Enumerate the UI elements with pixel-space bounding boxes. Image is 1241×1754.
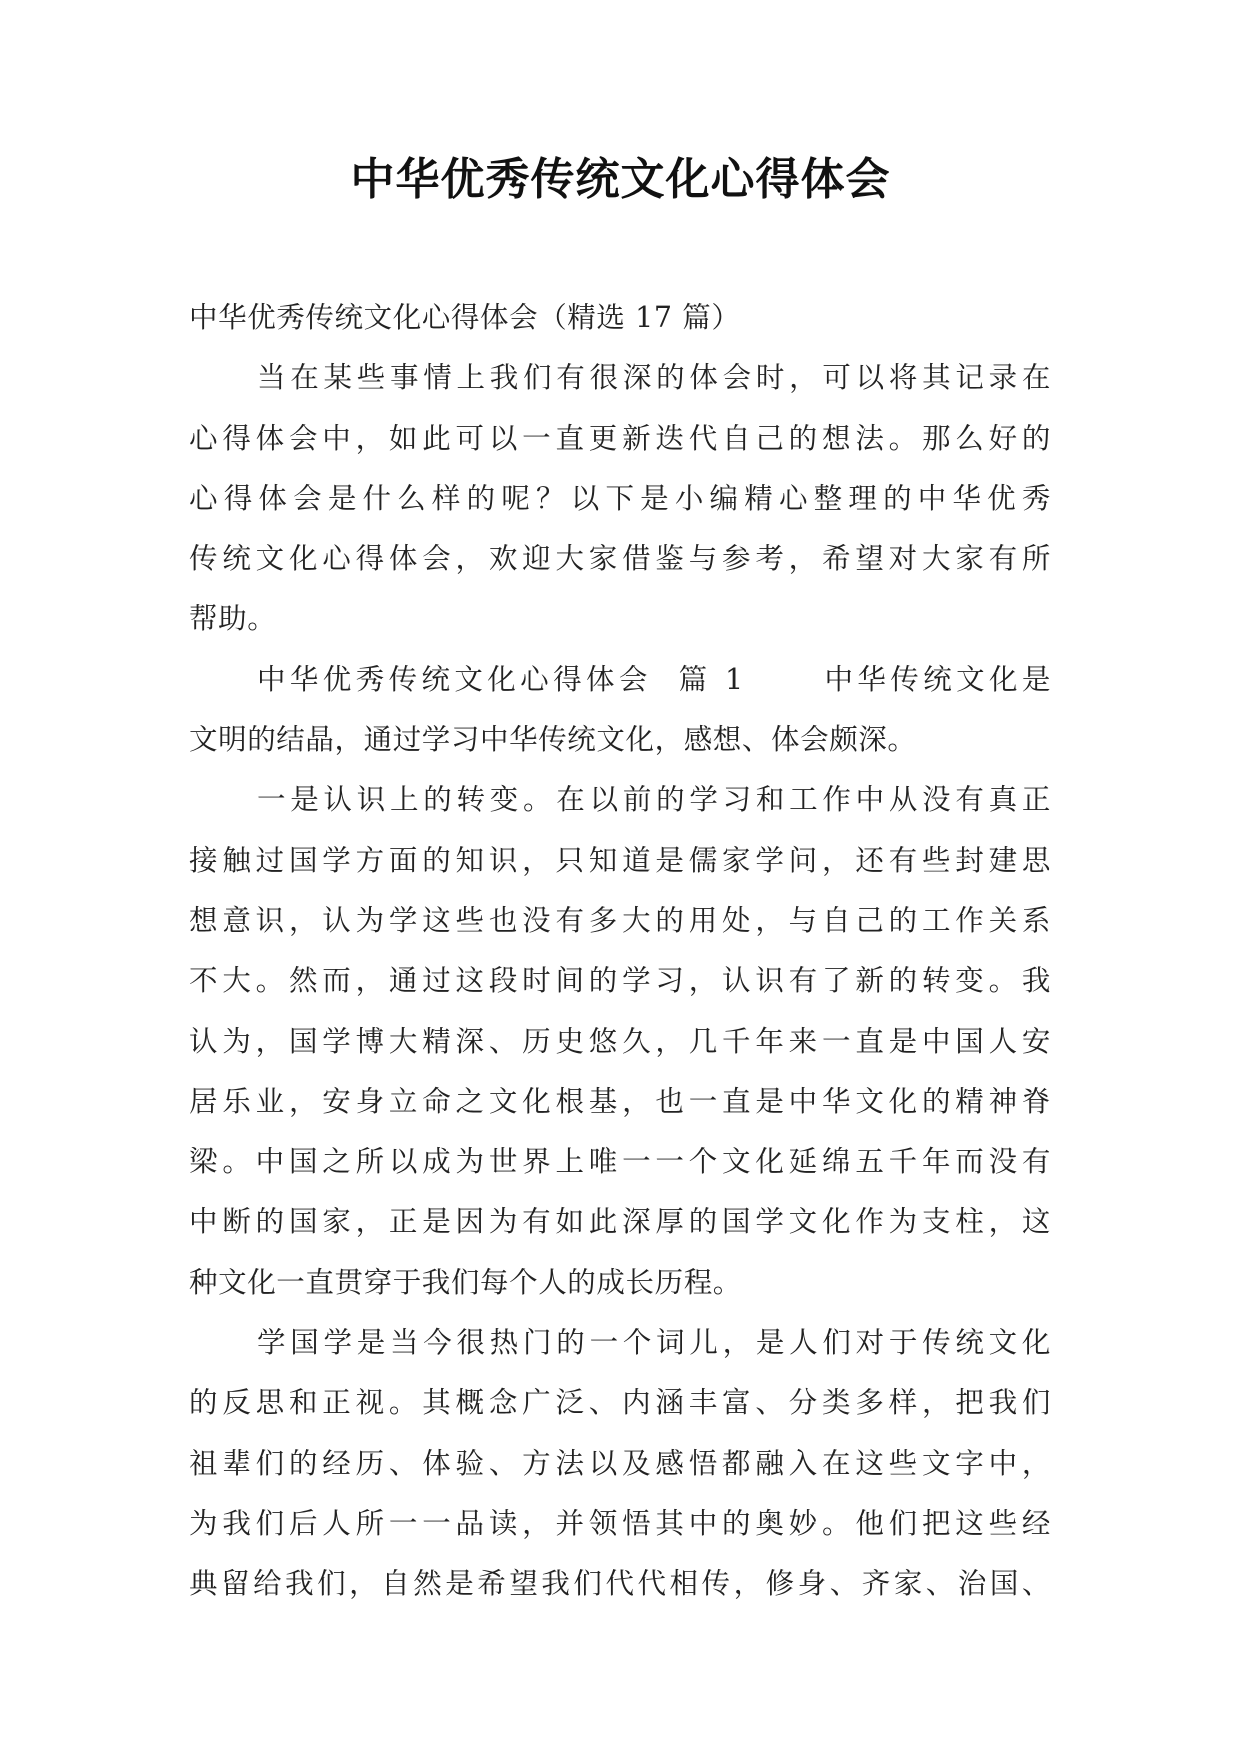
paragraph-line: 不大。然而，通过这段时间的学习，认识有了新的转变。我 (189, 964, 1051, 998)
paragraph-line: 典留给我们，自然是希望我们代代相传，修身、齐家、治国、 (189, 1567, 1051, 1601)
paragraph-line: 种文化一直贯穿于我们每个人的成长历程。 (189, 1265, 742, 1299)
paragraph-line: 梁。中国之所以成为世界上唯一一个文化延绵五千年而没有 (189, 1145, 1051, 1179)
document-body (189, 288, 1051, 1615)
paragraph-line: 传统文化心得体会，欢迎大家借鉴与参考，希望对大家有所 (189, 542, 1051, 576)
document-title: 中华优秀传统文化心得体会 (350, 154, 891, 205)
paragraph-line: 为我们后人所一一品读，并领悟其中的奥妙。他们把这些经 (189, 1506, 1051, 1540)
paragraph-line: 祖辈们的经历、体验、方法以及感悟都融入在这些文字中， (189, 1446, 1051, 1480)
paragraph-line: 学国学是当今很热门的一个词儿，是人们对于传统文化 (257, 1326, 1051, 1360)
paragraph-line: 一是认识上的转变。在以前的学习和工作中从没有真正 (257, 783, 1051, 817)
paragraph-line: 认为，国学博大精深、历史悠久，几千年来一直是中国人安 (189, 1024, 1051, 1058)
paragraph-line: 当在某些事情上我们有很深的体会时，可以将其记录在 (257, 361, 1051, 395)
paragraph-line: 心得体会中，如此可以一直更新迭代自己的想法。那么好的 (189, 421, 1051, 455)
paragraph-line: 帮助。 (189, 602, 277, 636)
section-heading-line: 中华优秀传统文化心得体会 篇 1 中华传统文化是 (257, 662, 1051, 696)
paragraph-line: 中断的国家，正是因为有如此深厚的国学文化作为支柱，这 (189, 1205, 1051, 1239)
paragraph-line: 居乐业，安身立命之文化根基，也一直是中华文化的精神脊 (189, 1084, 1051, 1118)
paragraph-line: 的反思和正视。其概念广泛、内涵丰富、分类多样，把我们 (189, 1386, 1051, 1420)
paragraph-line: 文明的结晶，通过学习中华传统文化，感想、体会颇深。 (189, 723, 917, 757)
paragraph-line: 接触过国学方面的知识，只知道是儒家学问，还有些封建思 (189, 843, 1051, 877)
paragraph-line: 想意识，认为学这些也没有多大的用处，与自己的工作关系 (189, 903, 1051, 937)
subtitle-line: 中华优秀传统文化心得体会（精选 17 篇） (189, 301, 741, 334)
paragraph-line: 心得体会是什么样的呢？以下是小编精心整理的中华优秀 (189, 481, 1051, 515)
